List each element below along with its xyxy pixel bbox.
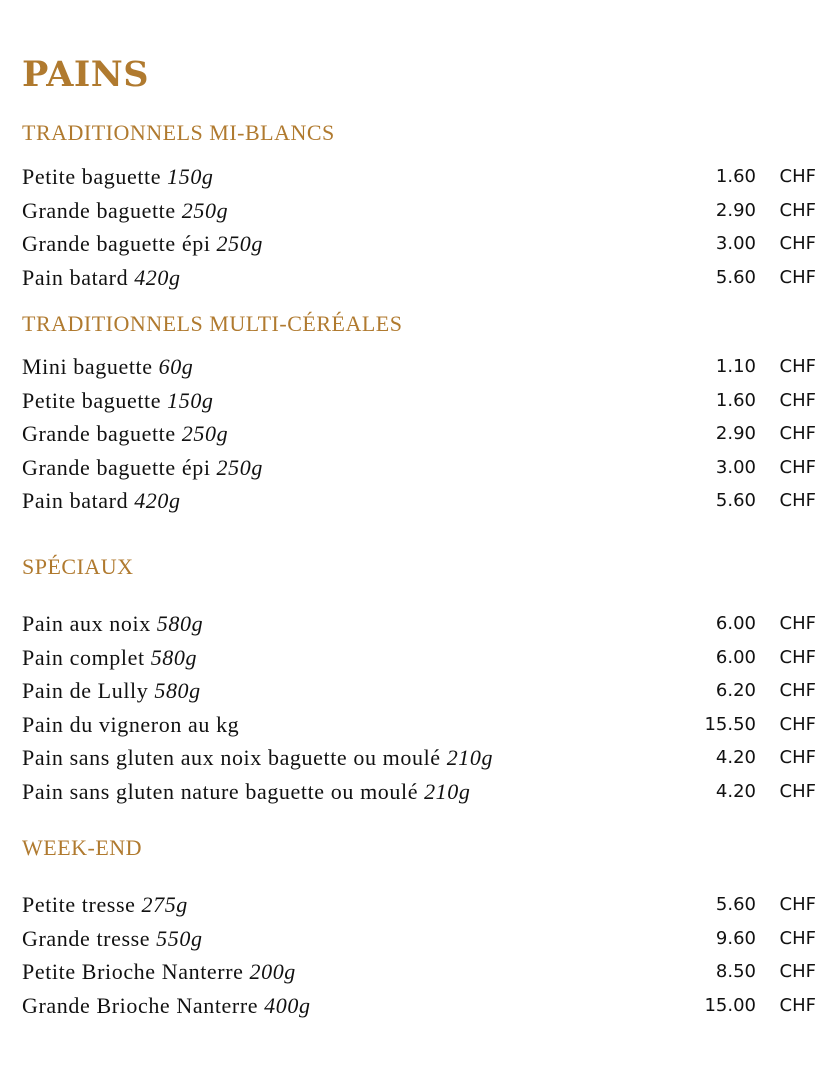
menu-item	[22, 922, 822, 956]
item-currency: CHF	[779, 713, 816, 735]
item-currency: CHF	[779, 961, 816, 982]
item-weight: 420g	[134, 488, 181, 513]
item-weight: 420g	[134, 264, 181, 290]
item-label	[22, 775, 470, 809]
item-label	[22, 674, 201, 708]
item-name: Pain aux noix	[22, 611, 151, 636]
section-title: SPÉCIAUX	[22, 554, 134, 579]
menu-item	[22, 227, 822, 261]
item-weight: 250g	[181, 197, 229, 223]
menu-item	[22, 989, 822, 1023]
item-name: Petite Brioche Nanterre	[22, 959, 244, 984]
item-currency: CHF	[779, 356, 816, 377]
item-list	[22, 888, 822, 1022]
item-label	[22, 417, 228, 451]
item-weight: 580g	[154, 678, 201, 703]
item-name: Grande Brioche Nanterre	[22, 992, 259, 1018]
item-price: 5.60	[715, 266, 756, 288]
item-price: 8.50	[715, 961, 756, 982]
item-name: Grande baguette épi	[22, 231, 211, 256]
item-label	[22, 350, 193, 384]
item-price: 9.60	[715, 927, 756, 949]
menu-item	[22, 741, 822, 775]
item-weight: 210g	[446, 745, 494, 770]
menu-item	[22, 384, 822, 418]
item-label	[22, 451, 263, 485]
item-currency: CHF	[779, 199, 816, 221]
menu-item	[22, 451, 822, 485]
item-currency: CHF	[779, 747, 816, 768]
item-label	[22, 955, 296, 989]
menu-item	[22, 607, 822, 641]
menu-item	[22, 160, 822, 194]
item-price: 3.00	[715, 456, 756, 478]
item-weight: 250g	[216, 454, 263, 480]
item-price: 15.00	[704, 994, 756, 1016]
item-price: 4.20	[715, 780, 756, 802]
item-name: Pain de Lully	[22, 678, 149, 703]
item-price: 3.00	[715, 233, 756, 254]
item-label	[22, 607, 203, 641]
item-list	[22, 350, 822, 518]
item-price: 4.20	[715, 747, 756, 768]
item-currency: CHF	[779, 166, 816, 187]
item-name: Grande baguette	[22, 421, 176, 446]
item-weight: 550g	[156, 925, 203, 951]
item-name: Pain sans gluten aux noix baguette ou moulé	[22, 745, 441, 770]
item-weight: 580g	[150, 644, 198, 670]
item-name: Petite baguette	[22, 387, 162, 413]
item-currency: CHF	[779, 894, 816, 915]
section-week-end	[22, 833, 822, 1022]
menu-item	[22, 888, 822, 922]
item-label	[22, 922, 203, 956]
page-title: PAINS	[22, 54, 150, 95]
menu-item	[22, 350, 822, 384]
item-price: 6.00	[715, 646, 756, 668]
section-traditionnels-multi-cereales	[22, 309, 822, 518]
item-weight: 580g	[156, 611, 204, 636]
item-weight: 250g	[216, 231, 263, 256]
menu-item	[22, 261, 822, 295]
item-currency: CHF	[779, 646, 816, 668]
menu-item	[22, 708, 822, 742]
item-currency: CHF	[779, 680, 816, 701]
item-label	[22, 227, 263, 261]
item-weight: 250g	[181, 421, 229, 446]
item-price: 2.90	[715, 199, 756, 221]
menu-item	[22, 775, 822, 809]
item-price: 5.60	[715, 894, 756, 915]
menu-item	[22, 194, 822, 228]
item-weight: 400g	[264, 992, 311, 1018]
item-name: Pain du vigneron au kg	[22, 711, 240, 737]
item-price: 5.60	[715, 490, 756, 511]
item-name: Pain complet	[22, 644, 145, 670]
item-weight: 150g	[167, 164, 214, 189]
item-name: Grande tresse	[22, 925, 151, 951]
item-label	[22, 160, 214, 194]
menu-item	[22, 417, 822, 451]
item-name: Petite tresse	[22, 892, 136, 917]
item-price: 1.60	[715, 389, 756, 411]
item-label	[22, 989, 311, 1023]
item-weight: 275g	[141, 892, 188, 917]
item-label	[22, 741, 493, 775]
item-label	[22, 384, 214, 418]
item-currency: CHF	[779, 233, 816, 254]
item-weight: 210g	[424, 778, 471, 804]
item-label	[22, 641, 197, 675]
menu-item	[22, 641, 822, 675]
item-price: 1.10	[715, 356, 756, 377]
item-list	[22, 607, 822, 808]
section-title: TRADITIONNELS MI-BLANCS	[22, 120, 335, 145]
menu-item	[22, 484, 822, 518]
menu-item	[22, 955, 822, 989]
item-name: Grande baguette	[22, 197, 176, 223]
item-weight: 150g	[167, 387, 214, 413]
item-currency: CHF	[779, 613, 816, 634]
item-price: 2.90	[715, 423, 756, 444]
item-currency: CHF	[779, 490, 816, 511]
item-name: Pain batard	[22, 264, 129, 290]
item-label	[22, 484, 181, 518]
item-currency: CHF	[779, 266, 816, 288]
item-weight: 60g	[158, 354, 194, 379]
item-price: 6.00	[715, 613, 756, 634]
item-name: Mini baguette	[22, 354, 153, 379]
item-name: Pain batard	[22, 488, 129, 513]
item-label	[22, 708, 245, 742]
item-name: Grande baguette épi	[22, 454, 211, 480]
item-price: 1.60	[715, 166, 756, 187]
item-currency: CHF	[779, 927, 816, 949]
item-price: 6.20	[715, 680, 756, 701]
item-label	[22, 194, 228, 228]
item-currency: CHF	[779, 994, 816, 1016]
section-speciaux	[22, 552, 822, 808]
section-title: WEEK-END	[22, 835, 143, 860]
item-label	[22, 888, 188, 922]
item-weight: 200g	[249, 959, 296, 984]
item-list	[22, 160, 822, 294]
section-traditionnels-mi-blancs	[22, 118, 822, 294]
item-currency: CHF	[779, 389, 816, 411]
item-price: 15.50	[704, 713, 756, 735]
item-label	[22, 261, 181, 295]
item-name: Petite baguette	[22, 164, 162, 189]
item-currency: CHF	[779, 423, 816, 444]
item-currency: CHF	[779, 456, 816, 478]
item-currency: CHF	[779, 780, 816, 802]
section-title: TRADITIONNELS MULTI-CÉRÉALES	[22, 311, 403, 336]
menu-item	[22, 674, 822, 708]
item-name: Pain sans gluten nature baguette ou moulé	[22, 778, 419, 804]
